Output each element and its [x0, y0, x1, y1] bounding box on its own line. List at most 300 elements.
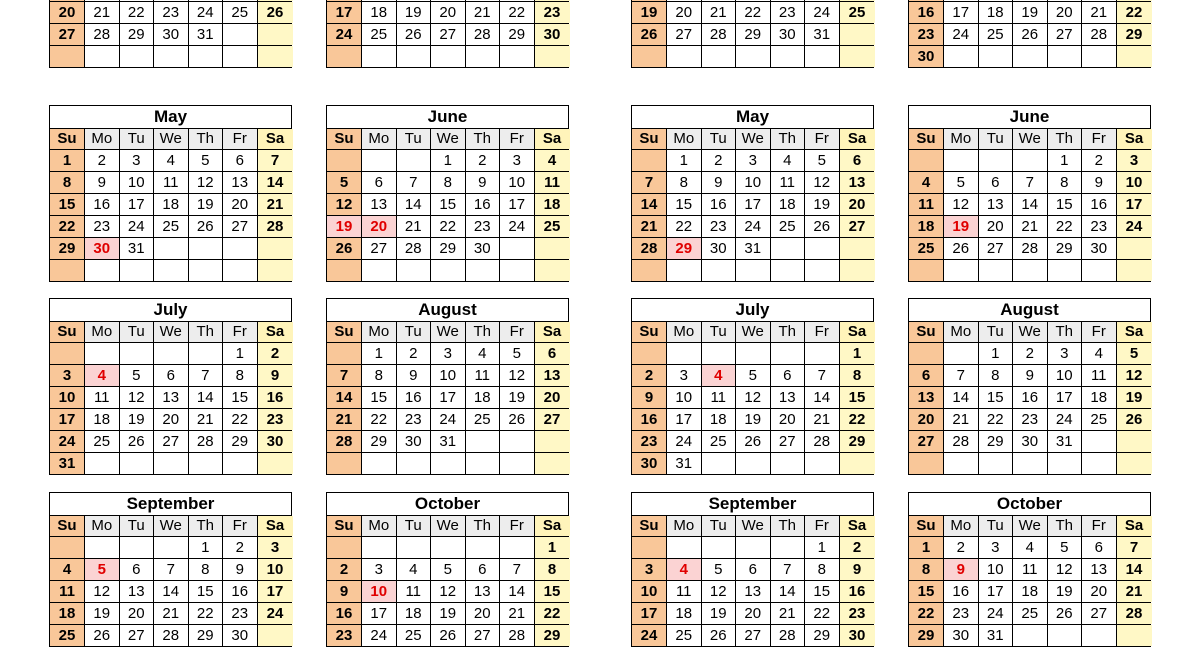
empty-day-cell: [120, 537, 155, 558]
week-row: [50, 452, 291, 474]
day-cell: 31: [736, 238, 771, 259]
day-cell: 10: [979, 559, 1014, 580]
weekday-header-row: [50, 516, 291, 537]
day-cell: [1013, 0, 1048, 1]
day-cell: 5: [1117, 343, 1152, 364]
day-cell: 8: [50, 172, 85, 193]
day-cell: 21: [154, 603, 189, 624]
day-cell: 25: [50, 625, 85, 646]
empty-day-cell: [632, 537, 667, 558]
day-cell: 21: [258, 194, 293, 215]
month-calendar: [49, 298, 292, 475]
day-cell: 20: [362, 216, 397, 237]
empty-day-cell: [154, 453, 189, 474]
empty-day-cell: [979, 46, 1014, 67]
day-cell: 8: [667, 172, 702, 193]
empty-day-cell: [85, 260, 120, 281]
day-cell: 24: [362, 625, 397, 646]
day-cell: 25: [1082, 409, 1117, 430]
day-cell: 30: [771, 24, 806, 45]
empty-day-cell: [632, 150, 667, 171]
empty-day-cell: [667, 537, 702, 558]
day-cell: 8: [362, 365, 397, 386]
day-cell: 25: [840, 2, 875, 23]
month-title: August: [327, 299, 568, 322]
week-row: [909, 558, 1150, 580]
empty-day-cell: [362, 46, 397, 67]
day-cell: 17: [667, 409, 702, 430]
week-row: [50, 45, 291, 67]
empty-day-cell: [327, 537, 362, 558]
day-cell: 7: [258, 150, 293, 171]
day-cell: 25: [362, 24, 397, 45]
day-cell: 1: [840, 343, 875, 364]
empty-day-cell: [189, 46, 224, 67]
weekday-header: We: [431, 129, 466, 149]
day-cell: 17: [327, 2, 362, 23]
day-cell: 10: [120, 172, 155, 193]
day-cell: 28: [1013, 238, 1048, 259]
day-cell: 9: [327, 581, 362, 602]
weekday-header: Fr: [805, 129, 840, 149]
weekday-header: We: [154, 322, 189, 342]
empty-day-cell: [771, 453, 806, 474]
week-row: [327, 193, 568, 215]
day-cell: 5: [805, 150, 840, 171]
empty-day-cell: [120, 343, 155, 364]
day-cell: 25: [154, 216, 189, 237]
week-row: [327, 580, 568, 602]
weekday-header-row: [632, 516, 873, 537]
week-row: [50, 171, 291, 193]
weekday-header: Su: [50, 516, 85, 536]
weekday-header: Su: [909, 322, 944, 342]
month-title: July: [50, 299, 291, 322]
weekday-header: Fr: [223, 516, 258, 536]
empty-day-cell: [154, 343, 189, 364]
day-cell: 26: [120, 431, 155, 452]
weekday-header: Mo: [362, 322, 397, 342]
month-calendar: [908, 492, 1151, 647]
day-cell: 17: [50, 409, 85, 430]
day-cell: 5: [327, 172, 362, 193]
empty-day-cell: [909, 150, 944, 171]
empty-day-cell: [362, 453, 397, 474]
day-cell: 18: [397, 603, 432, 624]
empty-day-cell: [50, 46, 85, 67]
day-cell: 29: [840, 431, 875, 452]
week-row: [909, 215, 1150, 237]
day-cell: 8: [1048, 172, 1083, 193]
empty-day-cell: [944, 260, 979, 281]
empty-day-cell: [771, 46, 806, 67]
day-cell: 12: [120, 387, 155, 408]
day-cell: 19: [1013, 2, 1048, 23]
day-cell: 15: [362, 387, 397, 408]
week-row: [632, 171, 873, 193]
day-cell: 11: [1082, 365, 1117, 386]
day-cell: 26: [500, 409, 535, 430]
week-row: [909, 171, 1150, 193]
day-cell: 13: [1082, 559, 1117, 580]
day-cell: 7: [154, 559, 189, 580]
day-cell: 31: [1048, 431, 1083, 452]
day-cell: 15: [1048, 194, 1083, 215]
day-cell: 27: [120, 625, 155, 646]
month-calendar: [49, 492, 292, 647]
day-cell: 16: [85, 194, 120, 215]
day-cell: 14: [189, 387, 224, 408]
weekday-header: Su: [909, 516, 944, 536]
day-cell: 30: [840, 625, 875, 646]
day-cell: 15: [223, 387, 258, 408]
empty-day-cell: [805, 46, 840, 67]
day-cell: 16: [702, 194, 737, 215]
day-cell: 17: [431, 387, 466, 408]
empty-day-cell: [397, 150, 432, 171]
day-cell: 28: [632, 238, 667, 259]
empty-day-cell: [500, 453, 535, 474]
weekday-header: Sa: [1117, 322, 1152, 342]
day-cell: 26: [1048, 603, 1083, 624]
weekday-header: Tu: [702, 129, 737, 149]
day-cell: 23: [702, 216, 737, 237]
day-cell: 28: [397, 238, 432, 259]
day-cell: 29: [1117, 24, 1152, 45]
day-cell: 25: [466, 409, 501, 430]
day-cell: 20: [1082, 581, 1117, 602]
day-cell: 11: [771, 172, 806, 193]
week-row: [327, 408, 568, 430]
day-cell: 25: [1013, 603, 1048, 624]
day-cell: 22: [1048, 216, 1083, 237]
empty-day-cell: [500, 260, 535, 281]
day-cell: 29: [223, 431, 258, 452]
week-row: [909, 237, 1150, 259]
month-title: May: [632, 106, 873, 129]
day-cell: 16: [1082, 194, 1117, 215]
day-cell: 3: [431, 343, 466, 364]
day-cell: 10: [362, 581, 397, 602]
day-cell: 30: [258, 431, 293, 452]
day-cell: 6: [1082, 537, 1117, 558]
weekday-header: Sa: [535, 129, 570, 149]
week-row: [909, 408, 1150, 430]
week-row: [327, 171, 568, 193]
day-cell: 12: [1117, 365, 1152, 386]
week-row: [632, 0, 873, 1]
day-cell: 2: [840, 537, 875, 558]
week-row: [909, 150, 1150, 171]
empty-day-cell: [632, 46, 667, 67]
day-cell: 6: [736, 559, 771, 580]
day-cell: 22: [1117, 2, 1152, 23]
day-cell: 16: [909, 2, 944, 23]
month-calendar: [631, 492, 874, 647]
day-cell: 20: [120, 603, 155, 624]
weekday-header: Fr: [1082, 129, 1117, 149]
day-cell: 27: [840, 216, 875, 237]
day-cell: 9: [466, 172, 501, 193]
day-cell: 1: [50, 150, 85, 171]
weekday-header: Tu: [702, 516, 737, 536]
weekday-header: Sa: [840, 129, 875, 149]
day-cell: 8: [223, 365, 258, 386]
empty-day-cell: [327, 343, 362, 364]
day-cell: 26: [327, 238, 362, 259]
weekday-header: Th: [466, 322, 501, 342]
weekday-header: Mo: [85, 129, 120, 149]
day-cell: 30: [397, 431, 432, 452]
day-cell: 11: [667, 581, 702, 602]
empty-day-cell: [1013, 260, 1048, 281]
day-cell: 28: [1082, 24, 1117, 45]
day-cell: 17: [632, 603, 667, 624]
day-cell: 26: [189, 216, 224, 237]
day-cell: 8: [979, 365, 1014, 386]
day-cell: 28: [702, 24, 737, 45]
month-title: October: [327, 493, 568, 516]
weekday-header: We: [154, 516, 189, 536]
day-cell: 4: [85, 365, 120, 386]
day-cell: 4: [154, 150, 189, 171]
weekday-header: Tu: [979, 322, 1014, 342]
day-cell: 9: [1082, 172, 1117, 193]
day-cell: 30: [223, 625, 258, 646]
day-cell: 12: [944, 194, 979, 215]
day-cell: 9: [702, 172, 737, 193]
day-cell: 24: [1117, 216, 1152, 237]
empty-day-cell: [1013, 46, 1048, 67]
weekday-header: We: [431, 322, 466, 342]
day-cell: 19: [1048, 581, 1083, 602]
day-cell: 18: [909, 216, 944, 237]
day-cell: 15: [805, 581, 840, 602]
day-cell: 20: [909, 409, 944, 430]
day-cell: 18: [1013, 581, 1048, 602]
week-row: [632, 624, 873, 646]
weekday-header: Mo: [85, 516, 120, 536]
week-row: [327, 1, 568, 23]
day-cell: 12: [431, 581, 466, 602]
day-cell: 20: [466, 603, 501, 624]
empty-day-cell: [1117, 625, 1152, 646]
day-cell: 29: [805, 625, 840, 646]
weekday-header: Tu: [120, 516, 155, 536]
day-cell: 6: [840, 150, 875, 171]
day-cell: 27: [667, 24, 702, 45]
day-cell: 7: [1013, 172, 1048, 193]
day-cell: 29: [362, 431, 397, 452]
day-cell: 27: [362, 238, 397, 259]
day-cell: 23: [944, 603, 979, 624]
weekday-header: Sa: [535, 322, 570, 342]
weekday-header: Fr: [223, 129, 258, 149]
empty-day-cell: [944, 453, 979, 474]
week-row: [327, 259, 568, 281]
weekday-header: Mo: [944, 516, 979, 536]
empty-day-cell: [667, 260, 702, 281]
weekday-header: Sa: [840, 516, 875, 536]
empty-day-cell: [466, 453, 501, 474]
empty-day-cell: [327, 260, 362, 281]
day-cell: 8: [840, 365, 875, 386]
empty-day-cell: [702, 46, 737, 67]
day-cell: 14: [258, 172, 293, 193]
day-cell: 14: [1013, 194, 1048, 215]
empty-day-cell: [327, 453, 362, 474]
weekday-header: Th: [771, 129, 806, 149]
weekday-header-row: [909, 516, 1150, 537]
day-cell: 1: [805, 537, 840, 558]
day-cell: 16: [1013, 387, 1048, 408]
day-cell: 5: [120, 365, 155, 386]
day-cell: 6: [120, 559, 155, 580]
weekday-header: Mo: [667, 516, 702, 536]
weekday-header: Th: [466, 129, 501, 149]
weekday-header: Fr: [500, 129, 535, 149]
day-cell: 31: [667, 453, 702, 474]
empty-day-cell: [189, 343, 224, 364]
week-row: [632, 215, 873, 237]
day-cell: 23: [397, 409, 432, 430]
day-cell: 3: [632, 559, 667, 580]
day-cell: 30: [535, 24, 570, 45]
day-cell: 18: [979, 2, 1014, 23]
week-row: [50, 23, 291, 45]
weekday-header: Fr: [500, 322, 535, 342]
weekday-header: Su: [632, 322, 667, 342]
day-cell: 11: [466, 365, 501, 386]
empty-day-cell: [702, 343, 737, 364]
empty-day-cell: [979, 260, 1014, 281]
day-cell: 6: [223, 150, 258, 171]
weekday-header: Sa: [840, 322, 875, 342]
week-row: [909, 1, 1150, 23]
day-cell: 23: [85, 216, 120, 237]
month-calendar: [908, 105, 1151, 282]
day-cell: 11: [535, 172, 570, 193]
empty-day-cell: [1048, 260, 1083, 281]
day-cell: 25: [397, 625, 432, 646]
day-cell: 31: [431, 431, 466, 452]
day-cell: 10: [500, 172, 535, 193]
day-cell: 2: [223, 537, 258, 558]
empty-day-cell: [189, 238, 224, 259]
day-cell: 29: [979, 431, 1014, 452]
day-cell: 28: [500, 625, 535, 646]
month-calendar: [326, 298, 569, 475]
day-cell: 27: [1048, 24, 1083, 45]
day-cell: 3: [258, 537, 293, 558]
week-row: [632, 259, 873, 281]
day-cell: 2: [466, 150, 501, 171]
day-cell: 4: [50, 559, 85, 580]
week-row: [632, 150, 873, 171]
day-cell: 14: [944, 387, 979, 408]
weekday-header: Su: [50, 129, 85, 149]
week-row: [632, 193, 873, 215]
week-row: [50, 343, 291, 364]
day-cell: 7: [397, 172, 432, 193]
day-cell: 8: [189, 559, 224, 580]
week-row: [909, 537, 1150, 558]
week-row: [909, 23, 1150, 45]
week-row: [50, 558, 291, 580]
day-cell: 26: [736, 431, 771, 452]
day-cell: 25: [85, 431, 120, 452]
month-calendar: [326, 105, 569, 282]
day-cell: 30: [909, 46, 944, 67]
empty-day-cell: [667, 46, 702, 67]
day-cell: [223, 0, 258, 1]
empty-day-cell: [805, 453, 840, 474]
week-row: [50, 150, 291, 171]
day-cell: 22: [535, 603, 570, 624]
day-cell: 16: [944, 581, 979, 602]
day-cell: 19: [632, 2, 667, 23]
day-cell: 24: [736, 216, 771, 237]
empty-day-cell: [258, 453, 293, 474]
day-cell: 7: [944, 365, 979, 386]
day-cell: 14: [154, 581, 189, 602]
day-cell: 24: [979, 603, 1014, 624]
day-cell: 29: [431, 238, 466, 259]
empty-day-cell: [1013, 150, 1048, 171]
week-row: [632, 364, 873, 386]
weekday-header: Su: [327, 322, 362, 342]
day-cell: 26: [258, 2, 293, 23]
weekday-header: Sa: [535, 516, 570, 536]
day-cell: 26: [397, 24, 432, 45]
day-cell: 6: [535, 343, 570, 364]
weekday-header: We: [1013, 129, 1048, 149]
empty-day-cell: [397, 453, 432, 474]
month-title: May: [50, 106, 291, 129]
empty-day-cell: [771, 260, 806, 281]
weekday-header-row: [327, 516, 568, 537]
day-cell: 2: [85, 150, 120, 171]
day-cell: [535, 0, 570, 1]
day-cell: [500, 0, 535, 1]
week-row: [50, 1, 291, 23]
day-cell: 30: [1013, 431, 1048, 452]
day-cell: 5: [189, 150, 224, 171]
month-title: September: [50, 493, 291, 516]
weekday-header: Tu: [397, 516, 432, 536]
day-cell: 22: [431, 216, 466, 237]
day-cell: 9: [840, 559, 875, 580]
weekday-header: We: [736, 516, 771, 536]
week-row: [632, 580, 873, 602]
empty-day-cell: [840, 453, 875, 474]
day-cell: 4: [909, 172, 944, 193]
month-calendar: [326, 492, 569, 647]
empty-day-cell: [154, 537, 189, 558]
day-cell: [397, 0, 432, 1]
day-cell: 16: [397, 387, 432, 408]
week-row: [327, 624, 568, 646]
day-cell: 18: [85, 409, 120, 430]
day-cell: 31: [979, 625, 1014, 646]
weekday-header: Th: [771, 516, 806, 536]
month-title: October: [909, 493, 1150, 516]
day-cell: 20: [736, 603, 771, 624]
empty-day-cell: [466, 46, 501, 67]
empty-day-cell: [1082, 260, 1117, 281]
day-cell: 22: [805, 603, 840, 624]
week-row: [909, 343, 1150, 364]
